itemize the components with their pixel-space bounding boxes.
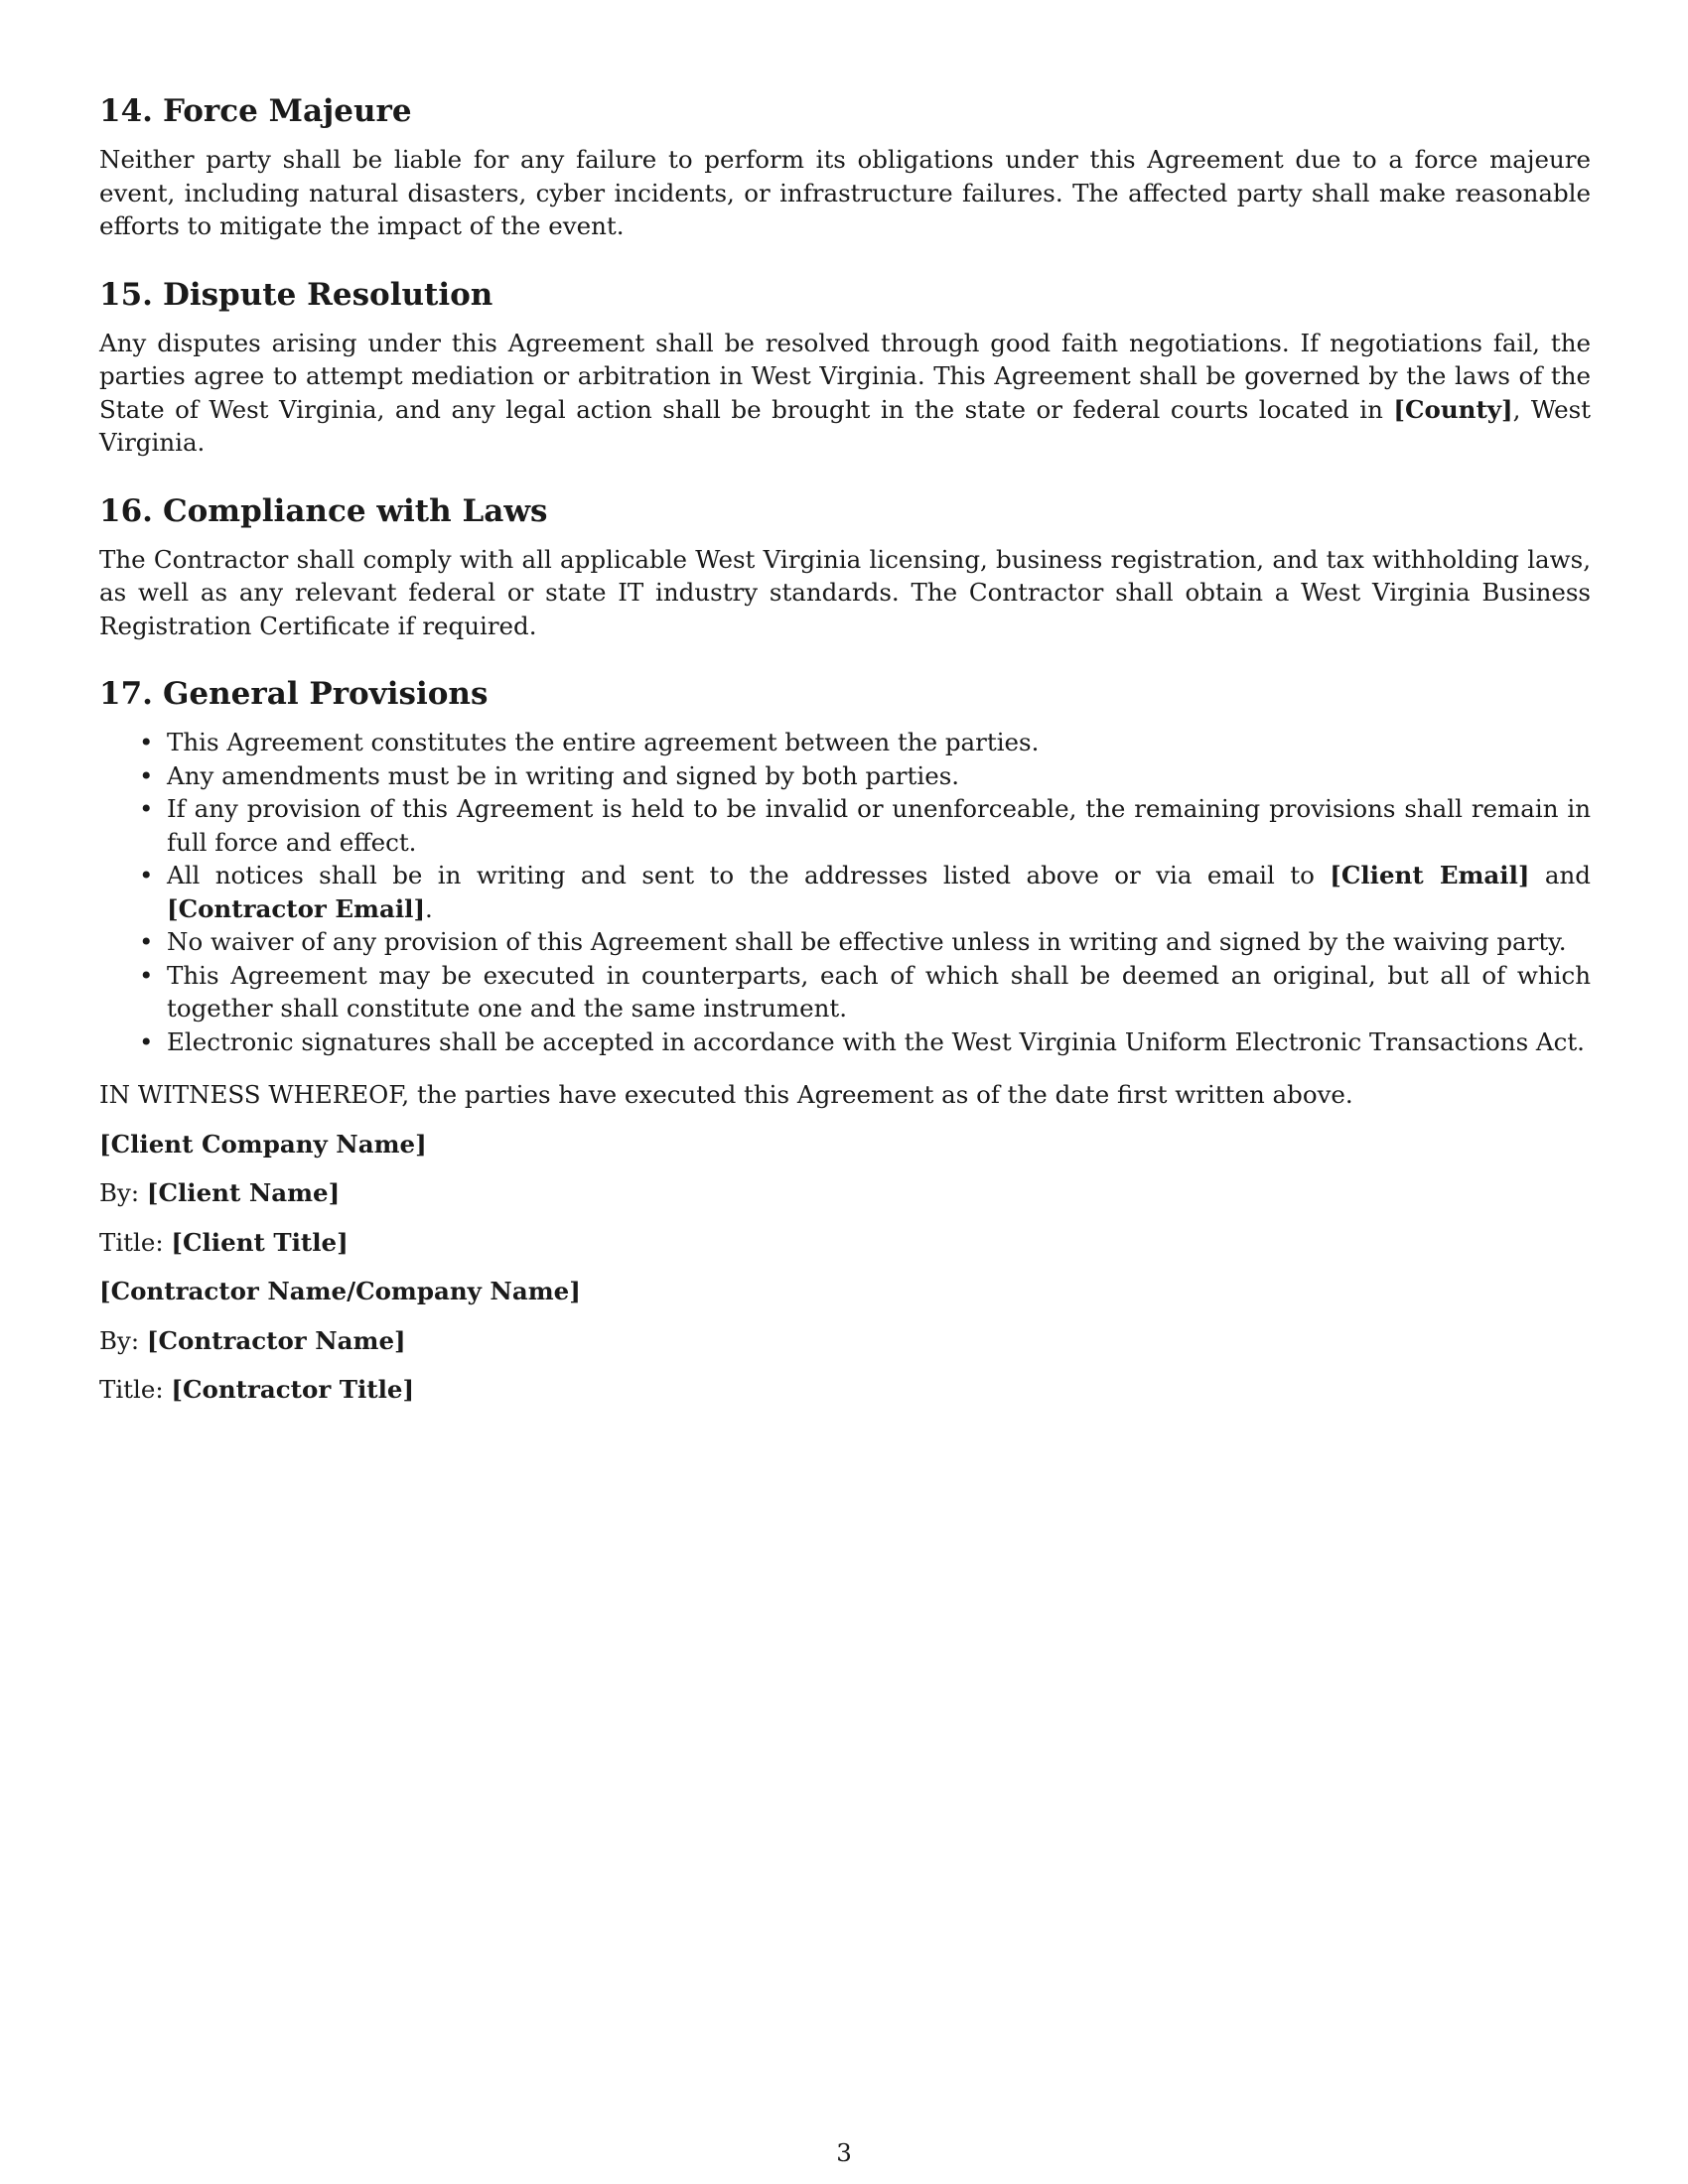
list-item: • Any amendments must be in writing and signed by both parties.: [99, 759, 1591, 793]
section-number: 16.: [99, 492, 153, 529]
section-general-provisions: [99, 674, 1591, 1058]
section-title: Compliance with Laws: [162, 492, 548, 529]
client-by-line: [99, 1176, 1591, 1210]
document-page: [99, 91, 1591, 1423]
section-title: Force Majeure: [162, 93, 412, 129]
provisions-list: [99, 726, 1591, 1058]
section-heading: [99, 674, 1591, 714]
client-name-placeholder: [Client Name]: [146, 1178, 341, 1207]
list-item-text: All notices shall be in writing and sent to the addresses listed above or via email to: [167, 861, 1331, 889]
contractor-email-placeholder: [Contractor Email]: [167, 893, 426, 923]
list-item: • This Agreement may be executed in counterparts, each of which shall be deemed an original, but all of which together shall constitute one and the same instrument.: [99, 959, 1591, 1025]
section-title: General Provisions: [162, 676, 489, 712]
client-email-placeholder: [Client Email]: [1330, 861, 1530, 889]
section-heading: [99, 91, 1591, 131]
section-body: The Contractor shall comply with all applicable West Virginia licensing, business registration, and tax withholding laws, as well as any relevant federal or state IT industry standards. The Contractor shall obtain a West Virginia Business Registration Certificate if required.: [99, 544, 1591, 640]
body-text: , West Virginia.: [99, 394, 1591, 457]
list-item: • If any provision of this Agreement is held to be invalid or unenforceable, the remaining provisions shall remain in full force and effect.: [99, 792, 1591, 859]
section-heading: [99, 275, 1591, 315]
client-company-placeholder: [Client Company Name]: [99, 1129, 427, 1159]
page-number: 3: [836, 2138, 852, 2167]
by-label: By:: [99, 1325, 147, 1355]
contractor-title-line: [99, 1373, 1591, 1407]
title-label: Title:: [99, 1375, 172, 1404]
section-heading: [99, 491, 1591, 531]
section-body: Neither party shall be liable for any failure to perform its obligations under this Agreement due to a force majeure event, including natural disasters, cyber incidents, or infrastructure failures. The affected party shall make reasonable efforts to mitigate the impact of the event.: [99, 145, 1591, 240]
list-item-text: .: [425, 893, 433, 923]
by-label: By:: [99, 1178, 147, 1207]
section-dispute-resolution: [99, 275, 1591, 460]
section-number: 15.: [99, 276, 153, 313]
contractor-company-line: [99, 1275, 1591, 1308]
body-text: Any disputes arising under this Agreement shall be resolved through good faith negotiations. If negotiations fail, the parties agree to attempt mediation or arbitration in West Virginia. This Agreement shall be governed by the laws of the State of West Virginia, and any legal action shall be brought in the state or federal courts located in: [99, 328, 1591, 424]
contractor-name-placeholder: [Contractor Name]: [146, 1325, 406, 1355]
section-compliance-with-laws: [99, 491, 1591, 643]
section-title: Dispute Resolution: [162, 276, 493, 313]
title-label: Title:: [99, 1227, 172, 1257]
contractor-company-placeholder: [Contractor Name/Company Name]: [99, 1277, 581, 1305]
witness-statement: IN WITNESS WHEREOF, the parties have executed this Agreement as of the date first written above.: [99, 1080, 1353, 1109]
client-company-line: [99, 1128, 1591, 1161]
signature-block: [99, 1128, 1591, 1407]
section-body: [99, 327, 1591, 460]
list-item: • This Agreement constitutes the entire agreement between the parties.: [99, 726, 1591, 759]
list-item: • Electronic signatures shall be accepted in accordance with the West Virginia Uniform Electronic Transactions Act.: [99, 1025, 1591, 1059]
list-item: [99, 859, 1591, 925]
contractor-by-line: [99, 1324, 1591, 1358]
client-title-line: [99, 1226, 1591, 1260]
section-number: 14.: [99, 93, 153, 129]
list-item-text: and: [1529, 861, 1591, 889]
list-item: • No waiver of any provision of this Agreement shall be effective unless in writing and signed by the waiving party.: [99, 925, 1591, 959]
section-number: 17.: [99, 676, 153, 712]
contractor-title-placeholder: [Contractor Title]: [171, 1375, 415, 1404]
client-title-placeholder: [Client Title]: [171, 1227, 349, 1257]
county-placeholder: [County]: [1393, 394, 1513, 424]
section-force-majeure: [99, 91, 1591, 243]
